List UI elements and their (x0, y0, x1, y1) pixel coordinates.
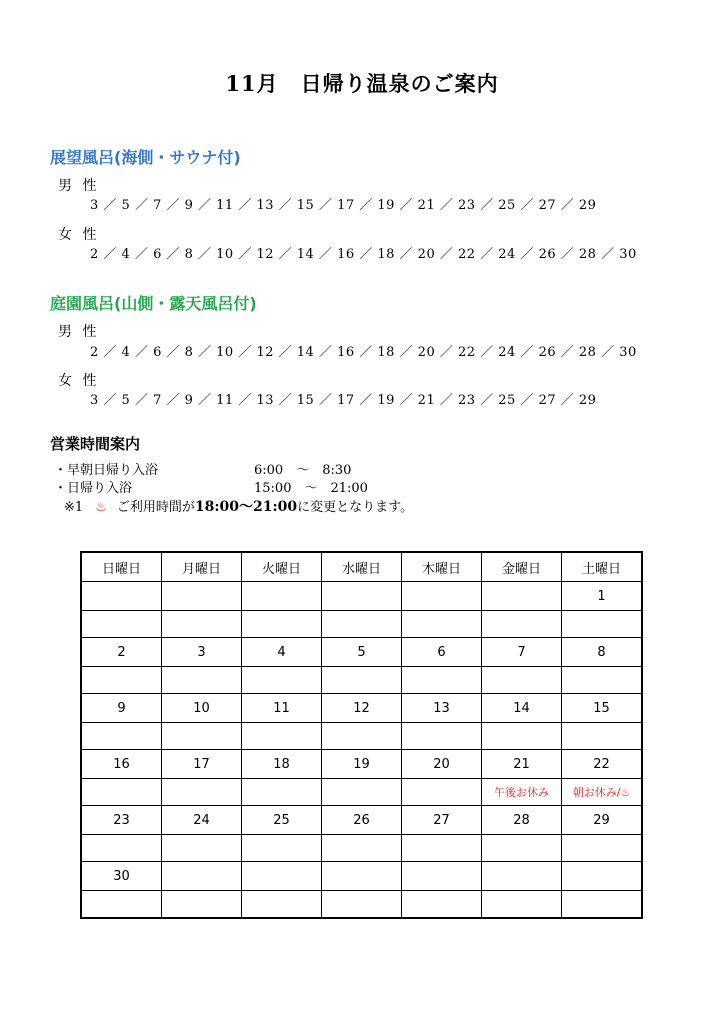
note-mark: ※1 (64, 500, 84, 515)
calendar-note-row (81, 779, 642, 806)
bath-heading-garden: 庭園風呂(山側・露天風呂付) (50, 294, 257, 313)
calendar-day-cell: 2 (81, 638, 162, 667)
hours-item-time: 6:00 ～ 8:30 (254, 463, 352, 478)
weekday-header: 月曜日 (162, 552, 242, 582)
calendar-note-cell (402, 835, 482, 862)
hours-item (54, 459, 351, 478)
calendar-day-cell: 1 (562, 582, 643, 611)
calendar-day-cell: 16 (81, 750, 162, 779)
calendar-note-row (81, 667, 642, 694)
calendar-day-cell (242, 862, 322, 891)
calendar-note-cell (482, 891, 562, 919)
calendar-note-cell (81, 779, 162, 806)
calendar-note-cell (322, 835, 402, 862)
calendar-note-cell (402, 779, 482, 806)
calendar-day-cell (402, 862, 482, 891)
calendar-day-cell: 4 (242, 638, 322, 667)
calendar-note-cell (562, 835, 643, 862)
calendar-note-cell (562, 891, 643, 919)
calendar-day-cell (402, 582, 482, 611)
calendar-day-cell: 28 (482, 806, 562, 835)
calendar-note-row (81, 835, 642, 862)
hours-note (64, 496, 413, 516)
note-suffix: に変更となります。 (297, 500, 414, 515)
calendar-note-cell (402, 667, 482, 694)
note-time: 18:00～21:00 (194, 499, 298, 515)
calendar-note-cell (562, 667, 643, 694)
weekday-header: 土曜日 (562, 552, 643, 582)
calendar-day-cell: 30 (81, 862, 162, 891)
calendar-note-cell (242, 779, 322, 806)
calendar-day-cell: 23 (81, 806, 162, 835)
calendar-note-cell (562, 723, 643, 750)
calendar-note-cell (81, 891, 162, 919)
weekday-header-row (81, 552, 642, 582)
calendar-day-cell (322, 582, 402, 611)
calendar-note-cell (242, 723, 322, 750)
calendar-day-cell: 27 (402, 806, 482, 835)
hours-item-label: ・日帰り入浴 (54, 481, 133, 496)
calendar-day-cell: 20 (402, 750, 482, 779)
calendar-day-cell (322, 862, 402, 891)
calendar-day-cell: 11 (242, 694, 322, 723)
calendar-note-cell: 午後お休み (482, 779, 562, 806)
calendar-day-cell (81, 582, 162, 611)
calendar-note-cell (162, 779, 242, 806)
day-list: 2 ／ 4 ／ 6 ／ 8 ／ 10 ／ 12 ／ 14 ／ 16 ／ 18 ／ 20 ／ 22 ／ 24 ／ 26 ／ 28 ／ 30 (90, 247, 637, 262)
calendar-note-row (81, 611, 642, 638)
calendar-note-cell (482, 835, 562, 862)
calendar-week-row (81, 806, 642, 835)
calendar-day-cell (482, 582, 562, 611)
calendar-note-cell (162, 891, 242, 919)
hours-item-label: ・早朝日帰り入浴 (54, 463, 159, 478)
calendar-note-cell (162, 723, 242, 750)
gender-label: 男 性 (58, 178, 100, 194)
calendar-day-cell: 19 (322, 750, 402, 779)
calendar-day-cell (242, 582, 322, 611)
weekday-header: 水曜日 (322, 552, 402, 582)
calendar-week-row (81, 582, 642, 611)
calendar-day-cell: 18 (242, 750, 322, 779)
calendar-note-cell: 朝お休み/♨ (562, 779, 643, 806)
calendar-note-cell (482, 611, 562, 638)
hours-item (54, 477, 368, 496)
weekday-header: 火曜日 (242, 552, 322, 582)
calendar-note-cell (402, 723, 482, 750)
calendar-day-cell: 7 (482, 638, 562, 667)
calendar-body (81, 582, 642, 919)
calendar-note-cell (242, 611, 322, 638)
day-list: 3 ／ 5 ／ 7 ／ 9 ／ 11 ／ 13 ／ 15 ／ 17 ／ 19 ／ 21 ／ 23 ／ 25 ／ 27 ／ 29 (90, 393, 597, 408)
calendar-note-cell (322, 891, 402, 919)
gender-label: 女 性 (58, 227, 100, 243)
calendar-note-cell (322, 723, 402, 750)
calendar-note-cell (162, 611, 242, 638)
calendar-note-cell (322, 779, 402, 806)
calendar-note-cell (402, 611, 482, 638)
weekday-header: 木曜日 (402, 552, 482, 582)
calendar-day-cell: 25 (242, 806, 322, 835)
calendar-day-cell: 5 (322, 638, 402, 667)
calendar-day-cell (162, 582, 242, 611)
calendar-note-cell (242, 667, 322, 694)
weekday-header: 金曜日 (482, 552, 562, 582)
calendar-day-cell: 9 (81, 694, 162, 723)
calendar-day-cell: 15 (562, 694, 643, 723)
calendar-note-cell (81, 723, 162, 750)
calendar-note-cell (562, 611, 643, 638)
hours-item-time: 15:00 ～ 21:00 (254, 481, 368, 496)
calendar-day-cell: 21 (482, 750, 562, 779)
calendar-day-cell: 6 (402, 638, 482, 667)
gender-label: 女 性 (58, 373, 100, 389)
calendar-day-cell (162, 862, 242, 891)
calendar-week-row (81, 638, 642, 667)
calendar-note-cell (482, 723, 562, 750)
calendar-day-cell (562, 862, 643, 891)
calendar-note-cell (81, 611, 162, 638)
page-title: 11月 日帰り温泉のご案内 (225, 71, 499, 96)
calendar-day-cell: 29 (562, 806, 643, 835)
calendar-day-cell (482, 862, 562, 891)
calendar-day-cell: 26 (322, 806, 402, 835)
note-prefix: ご利用時間が (116, 500, 195, 515)
calendar-table (80, 551, 643, 919)
calendar-day-cell: 13 (402, 694, 482, 723)
calendar-note-cell (322, 667, 402, 694)
calendar-note-cell (162, 667, 242, 694)
calendar-week-row (81, 862, 642, 891)
day-list: 2 ／ 4 ／ 6 ／ 8 ／ 10 ／ 12 ／ 14 ／ 16 ／ 18 ／ 20 ／ 22 ／ 24 ／ 26 ／ 28 ／ 30 (90, 345, 637, 360)
calendar-day-cell: 8 (562, 638, 643, 667)
calendar-day-cell: 14 (482, 694, 562, 723)
calendar-day-cell: 10 (162, 694, 242, 723)
calendar-note-cell (162, 835, 242, 862)
calendar-note-row (81, 891, 642, 919)
calendar-note-cell (322, 611, 402, 638)
calendar-note-cell (242, 891, 322, 919)
calendar-note-cell (482, 667, 562, 694)
calendar-note-cell (402, 891, 482, 919)
calendar-day-cell: 12 (322, 694, 402, 723)
weekday-header: 日曜日 (81, 552, 162, 582)
gender-label: 男 性 (58, 324, 100, 340)
calendar-day-cell: 17 (162, 750, 242, 779)
calendar-day-cell: 24 (162, 806, 242, 835)
hours-heading: 営業時間案内 (50, 435, 141, 453)
calendar-note-cell (81, 667, 162, 694)
calendar-note-row (81, 723, 642, 750)
calendar-week-row (81, 694, 642, 723)
calendar-week-row (81, 750, 642, 779)
calendar-day-cell: 3 (162, 638, 242, 667)
calendar-note-cell (242, 835, 322, 862)
bath-heading-observation: 展望風呂(海側・サウナ付) (50, 148, 241, 167)
calendar-day-cell: 22 (562, 750, 643, 779)
hot-spring-icon: ♨ (95, 500, 107, 515)
day-list: 3 ／ 5 ／ 7 ／ 9 ／ 11 ／ 13 ／ 15 ／ 17 ／ 19 ／ 21 ／ 23 ／ 25 ／ 27 ／ 29 (90, 198, 597, 213)
calendar-note-cell (81, 835, 162, 862)
